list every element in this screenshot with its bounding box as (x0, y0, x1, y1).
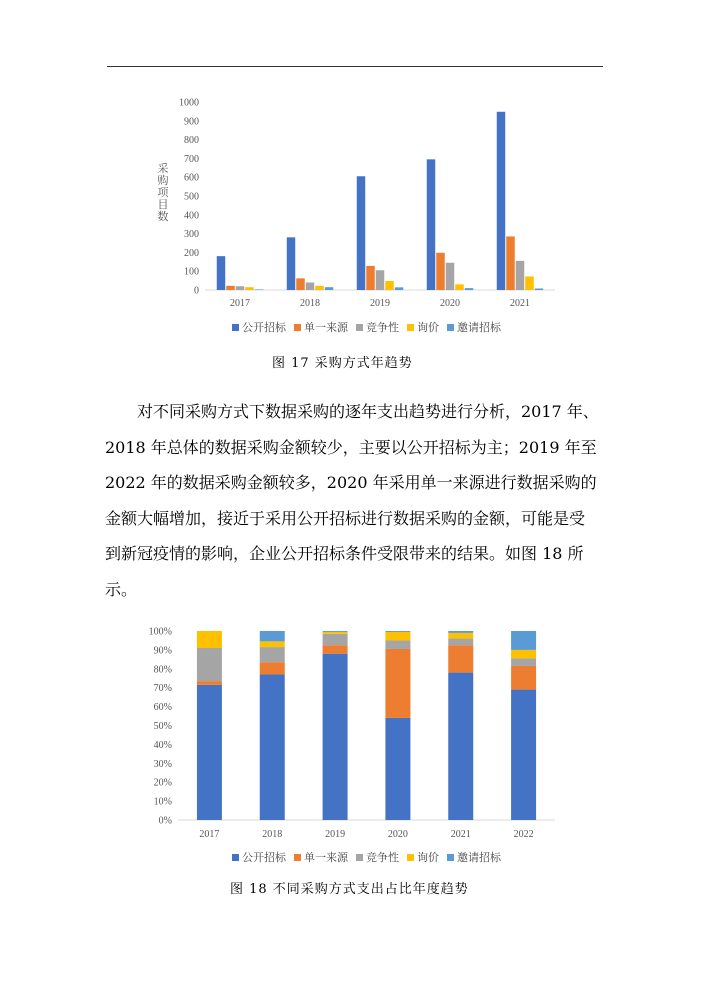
legend-label: 单一来源 (304, 852, 348, 864)
figure-18-caption: 图 18 不同采购方式支出占比年度趋势 (230, 882, 469, 897)
stacked-segment-竞争性 (260, 647, 285, 662)
y-axis-label-char: 目 (157, 199, 169, 211)
x-tick-label: 2021 (450, 829, 471, 840)
paragraph-line: 金额大幅增加，接近于采用公开招标进行数据采购的金额，可能是受 (105, 508, 586, 528)
legend-swatch (356, 854, 363, 861)
stacked-segment-邀请招标 (260, 631, 285, 641)
paragraph-line: 对不同采购方式下数据采购的逐年支出趋势进行分析，2017 年、 (137, 402, 599, 421)
y-tick-label: 0 (194, 285, 199, 297)
legend-label: 竞争性 (366, 852, 399, 864)
stacked-segment-询价 (511, 650, 536, 659)
legend-swatch (294, 854, 301, 861)
y-tick-label: 300 (184, 229, 199, 241)
x-tick-label: 2022 (513, 829, 534, 840)
stacked-segment-询价 (385, 632, 410, 641)
y-axis-label-char: 项 (157, 187, 169, 199)
stacked-segment-单一来源 (385, 649, 410, 718)
stacked-segment-单一来源 (197, 681, 222, 685)
y-tick-label: 1000 (179, 97, 199, 109)
y-tick-label: 30% (153, 758, 172, 770)
stacked-segment-邀请招标 (323, 631, 348, 632)
legend-swatch (447, 854, 454, 861)
stacked-segment-询价 (197, 631, 222, 648)
y-axis-label-char: 购 (157, 175, 169, 187)
figure-17-caption: 图 17 采购方式年趋势 (272, 356, 413, 371)
stacked-segment-邀请招标 (511, 631, 536, 650)
legend-swatch (232, 854, 239, 861)
x-tick-label: 2020 (440, 298, 460, 309)
y-tick-label: 60% (153, 702, 172, 714)
stacked-segment-竞争性 (448, 639, 473, 646)
x-tick-label: 2017 (230, 298, 250, 309)
legend-label: 公开招标 (242, 322, 286, 334)
x-tick-label: 2018 (262, 829, 283, 840)
y-tick-label: 100 (184, 266, 199, 278)
stacked-segment-单一来源 (323, 645, 348, 654)
stacked-segment-单一来源 (511, 666, 536, 690)
stacked-segment-竞争性 (385, 640, 410, 649)
y-axis-label-char: 数 (157, 211, 169, 223)
y-tick-label: 600 (184, 172, 199, 184)
x-tick-label: 2017 (199, 829, 220, 840)
y-tick-label: 0% (158, 815, 172, 827)
paragraph-line: 示。 (105, 579, 138, 599)
y-tick-label: 40% (153, 739, 172, 751)
x-tick-label: 2020 (387, 829, 408, 840)
stacked-segment-单一来源 (260, 662, 285, 674)
legend-label: 询价 (417, 322, 439, 334)
y-tick-label: 90% (153, 645, 172, 657)
legend-swatch (407, 854, 414, 861)
stacked-segment-公开招标 (323, 654, 348, 820)
stacked-segment-竞争性 (197, 648, 222, 681)
legend-label: 邀请招标 (457, 322, 501, 334)
y-tick-label: 700 (184, 153, 199, 165)
y-tick-label: 80% (153, 664, 172, 676)
stacked-segment-单一来源 (448, 645, 473, 672)
x-tick-label: 2019 (325, 829, 346, 840)
y-tick-label: 50% (153, 721, 172, 732)
stacked-segment-公开招标 (197, 685, 222, 820)
y-tick-label: 100% (148, 626, 172, 638)
stacked-segment-邀请招标 (385, 631, 410, 632)
x-tick-label: 2021 (510, 298, 530, 309)
stacked-segment-竞争性 (511, 658, 536, 666)
y-tick-label: 800 (184, 135, 199, 147)
stacked-segment-询价 (260, 641, 285, 647)
paragraph-line: 2022 年的数据采购金额较多，2020 年采用单一来源进行数据采购的 (105, 473, 597, 492)
legend-label: 竞争性 (366, 322, 399, 334)
x-tick-label: 2019 (370, 298, 390, 309)
x-tick-label: 2018 (300, 298, 320, 309)
paragraph-line: 到新冠疫情的影响，企业公开招标条件受限带来的结果。如图 18 所 (105, 544, 584, 563)
stacked-segment-邀请招标 (448, 631, 473, 633)
legend-label: 邀请招标 (457, 852, 501, 864)
stacked-segment-公开招标 (385, 718, 410, 820)
y-tick-label: 400 (184, 210, 199, 222)
legend-label: 询价 (417, 852, 439, 864)
legend-label: 公开招标 (242, 852, 286, 864)
paragraph-line: 2018 年总体的数据采购金额较少，主要以公开招标为主；2019 年至 (105, 437, 597, 457)
legend-label: 单一来源 (304, 322, 348, 334)
y-tick-label: 500 (184, 191, 199, 203)
y-tick-label: 10% (153, 796, 172, 808)
stacked-segment-竞争性 (323, 634, 348, 645)
stacked-segment-公开招标 (260, 674, 285, 820)
stacked-segment-公开招标 (448, 673, 473, 820)
stacked-segment-询价 (323, 632, 348, 634)
y-tick-label: 20% (153, 777, 172, 789)
y-tick-label: 900 (184, 116, 199, 128)
y-tick-label: 70% (153, 683, 172, 695)
y-tick-label: 200 (184, 247, 199, 259)
stacked-segment-询价 (448, 633, 473, 639)
y-axis-label-char: 采 (157, 163, 169, 175)
stacked-segment-公开招标 (511, 690, 536, 820)
